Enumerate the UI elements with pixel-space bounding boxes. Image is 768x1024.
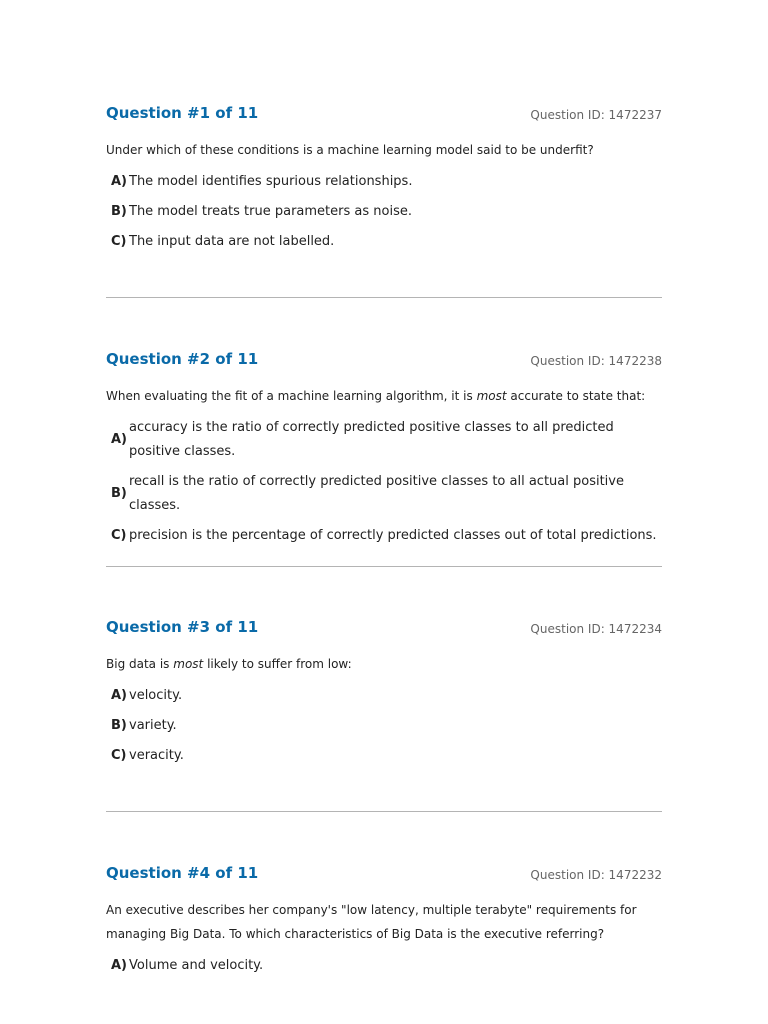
question-divider (106, 566, 662, 567)
option-text: The model identifies spurious relationships. (129, 174, 413, 189)
stem-text: An executive describes her company's "low latency, multiple terabyte" requirements for managing Big Data. To which characteristics of Big Data is the executive referring? (106, 903, 637, 941)
question-stem (106, 138, 662, 162)
stem-emphasis: most (476, 389, 507, 403)
answer-options (106, 416, 662, 548)
option-letter: C) (111, 234, 127, 249)
option-text: velocity. (129, 688, 183, 703)
option-text: The model treats true parameters as noise. (129, 204, 412, 219)
answer-option-c[interactable] (106, 230, 662, 254)
answer-option-b[interactable] (106, 200, 662, 224)
stem-text: When evaluating the fit of a machine learning algorithm, it is (106, 389, 477, 403)
question-block-1 (106, 104, 662, 260)
question-title: Question #1 of 11 (106, 104, 259, 122)
answer-option-a[interactable] (106, 170, 662, 194)
question-title: Question #2 of 11 (106, 350, 259, 368)
question-divider (106, 297, 662, 298)
option-text: The input data are not labelled. (129, 234, 335, 249)
answer-option-b[interactable] (106, 714, 662, 738)
question-id: Question ID: 1472237 (530, 108, 662, 122)
question-id: Question ID: 1472238 (530, 354, 662, 368)
question-stem (106, 652, 662, 676)
answer-options (106, 170, 662, 254)
stem-emphasis: most (173, 657, 204, 671)
answer-option-c[interactable] (106, 524, 662, 548)
option-letter: A) (111, 174, 128, 189)
question-header (106, 104, 662, 128)
option-text: Volume and velocity. (129, 958, 264, 973)
answer-options (106, 684, 662, 768)
question-stem (106, 898, 662, 946)
option-letter: A) (111, 958, 128, 973)
question-title: Question #3 of 11 (106, 618, 259, 636)
question-divider (106, 811, 662, 812)
question-header (106, 350, 662, 374)
stem-text-end: accurate to state that: (506, 389, 646, 403)
question-header (106, 864, 662, 888)
answer-option-a[interactable] (106, 954, 662, 978)
question-title: Question #4 of 11 (106, 864, 259, 882)
option-letter: B) (111, 718, 127, 733)
question-header (106, 618, 662, 642)
answer-option-a[interactable] (106, 684, 662, 708)
question-block-3 (106, 618, 662, 774)
question-block-2 (106, 350, 662, 554)
stem-text: Big data is (106, 657, 174, 671)
option-letter: B) (111, 204, 127, 219)
option-letter: B) (111, 486, 127, 501)
option-text: recall is the ratio of correctly predicted positive classes to all actual positive classes. (129, 474, 624, 513)
answer-option-c[interactable] (106, 744, 662, 768)
question-stem (106, 384, 662, 408)
answer-option-b[interactable] (106, 470, 662, 518)
option-text: accuracy is the ratio of correctly predicted positive classes to all predicted positive classes. (129, 420, 614, 459)
option-letter: C) (111, 528, 127, 543)
question-id: Question ID: 1472234 (530, 622, 662, 636)
stem-text-end: likely to suffer from low: (203, 657, 352, 671)
stem-text: Under which of these conditions is a machine learning model said to be underfit? (106, 143, 594, 157)
option-text: variety. (129, 718, 177, 733)
option-text: veracity. (129, 748, 184, 763)
question-block-4 (106, 864, 662, 984)
answer-options (106, 954, 662, 978)
option-letter: C) (111, 748, 127, 763)
option-letter: A) (111, 432, 128, 447)
question-id: Question ID: 1472232 (530, 868, 662, 882)
option-text: precision is the percentage of correctly predicted classes out of total predictions. (129, 528, 657, 543)
answer-option-a[interactable] (106, 416, 662, 464)
option-letter: A) (111, 688, 128, 703)
